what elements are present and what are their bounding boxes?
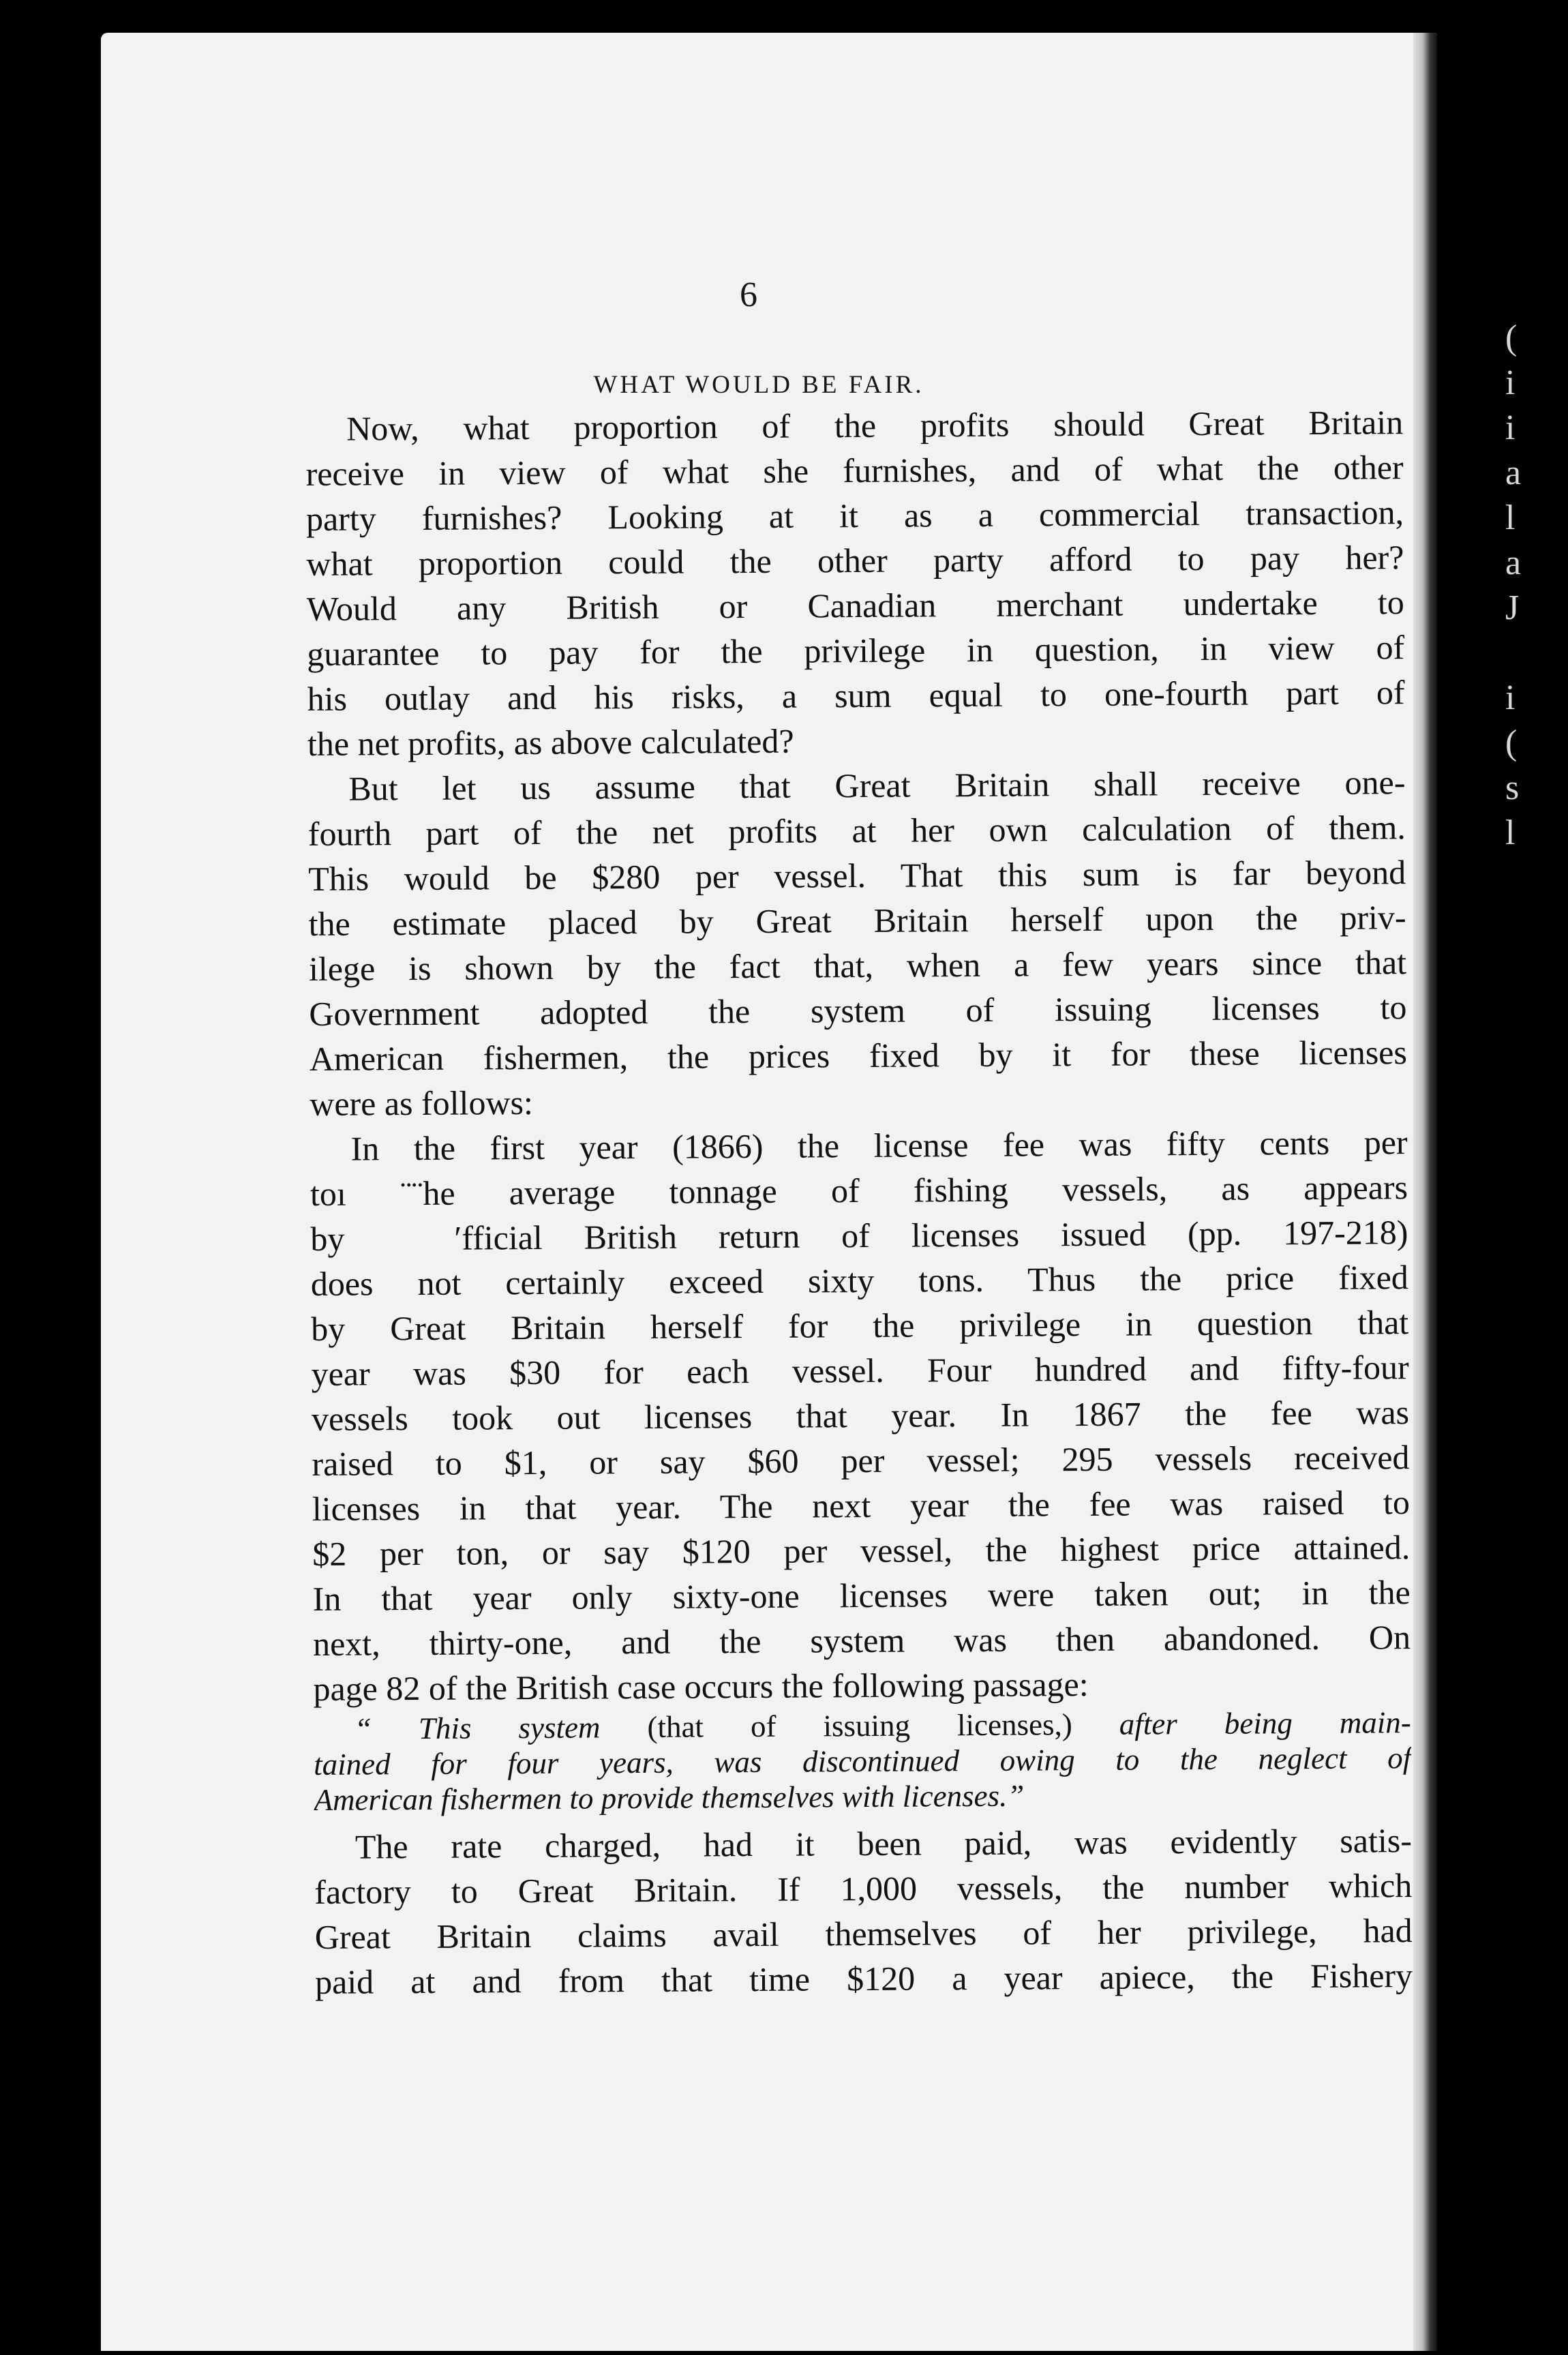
body-text [305, 400, 1413, 2005]
quote-italic: “ This system [354, 1710, 601, 1746]
text-line: guarantee to pay for the privilege in question, in view of [307, 628, 1405, 673]
glyph: J [1505, 588, 1520, 627]
text-line: paid at and from that time $120 a year apiece, the Fishery [314, 1956, 1413, 2001]
glyph: s [1505, 768, 1520, 807]
text-line: party furnishes? Looking at it as a commercial transaction, [305, 493, 1404, 538]
text-line: were as follows: [310, 1083, 534, 1123]
glyph: l [1505, 813, 1516, 852]
text-line: But let us assume that Great Britain shall receive one- [348, 763, 1406, 808]
next-page-fragment [1505, 320, 1533, 860]
text-line: the net profits, as above calculated? [307, 721, 794, 763]
text-line: toı ¨¨he average tonnage of fishing vessels, as appears [310, 1168, 1408, 1213]
book-page [101, 33, 1437, 2351]
text-line: by Great Britain herself for the privilege in question that [311, 1303, 1409, 1348]
text-line: licenses in that year. The next year the fee was raised to [312, 1483, 1411, 1528]
block-quote [314, 1705, 1412, 1818]
scan-border [1437, 0, 1568, 2355]
text-line: raised to $1, or say $60 per vessel; 295 vessels received [312, 1438, 1410, 1483]
text-line: Would any British or Canadian merchant undertake to [306, 583, 1404, 628]
glyph: ( [1505, 318, 1518, 357]
text-line: vessels took out licenses that year. In 1867 the fee was [311, 1393, 1410, 1438]
glyph: i [1505, 363, 1516, 402]
quote-italic: American fishermen to provide themselves with licenses.” [314, 1778, 1025, 1817]
text-line: This would be $280 per vessel. That this sum is far beyond [308, 853, 1406, 898]
text-line: the estimate placed by Great Britain herself upon the priv- [308, 898, 1406, 943]
text-line: The rate charged, had it been paid, was evidently satis- [355, 1821, 1413, 1866]
glyph: a [1505, 453, 1522, 492]
text-line: ilege is shown by the fact that, when a few years since that [308, 943, 1407, 988]
text-line: Great Britain claims avail themselves of her privilege, had [314, 1911, 1413, 1956]
text-line: what proportion could the other party afford to pay her? [306, 538, 1404, 583]
quote-italic: tained for four years, was discontinued owing to the neglect of [314, 1741, 1412, 1782]
text-line: year was $30 for each vessel. Four hundred and fifty-four [311, 1348, 1409, 1393]
glyph: a [1505, 543, 1522, 582]
page-number: 6 [740, 275, 757, 314]
text-line: Government adopted the system of issuing licenses to [309, 988, 1407, 1033]
text-line: does not certainly exceed sixty tons. Thus the price fixed [310, 1258, 1409, 1303]
glyph: l [1505, 498, 1516, 537]
text-line: next, thirty-one, and the system was then abandoned. On [312, 1618, 1411, 1663]
glyph: i [1505, 408, 1516, 447]
quote-line [314, 1740, 1411, 1782]
section-heading: WHAT WOULD BE FAIR. [593, 371, 924, 399]
text-line: receive in view of what she furnishes, and of what the other [305, 448, 1404, 493]
text-line: $2 per ton, or say $120 per vessel, the highest price attained. [312, 1528, 1411, 1573]
text-line: American fishermen, the prices fixed by it for these licenses [309, 1033, 1407, 1078]
text-line: factory to Great Britain. If 1,000 vessels, the number which [314, 1866, 1413, 1911]
text-line: by ′fficial British return of licenses issued (pp. 197-218) [310, 1213, 1408, 1258]
text-line: In the first year (1866) the license fee was fifty cents per [350, 1123, 1408, 1168]
quote-roman: (that of issuing licenses,) [600, 1707, 1119, 1745]
text-line: Now, what proportion of the profits should Great Britain [346, 403, 1404, 448]
text-line: his outlay and his risks, a sum equal to one-fourth part of [307, 673, 1405, 718]
quote-italic: after being main- [1119, 1705, 1411, 1741]
glyph [1505, 635, 1533, 680]
text-line: In that year only sixty-one licenses were taken out; in the [312, 1573, 1411, 1618]
glyph: ( [1505, 723, 1518, 762]
text-line: page 82 of the British case occurs the following passage: [313, 1665, 1089, 1708]
glyph: i [1505, 678, 1516, 717]
text-line: fourth part of the net profits at her own calculation of them. [307, 808, 1406, 853]
page-gutter-shadow [1413, 33, 1437, 2351]
